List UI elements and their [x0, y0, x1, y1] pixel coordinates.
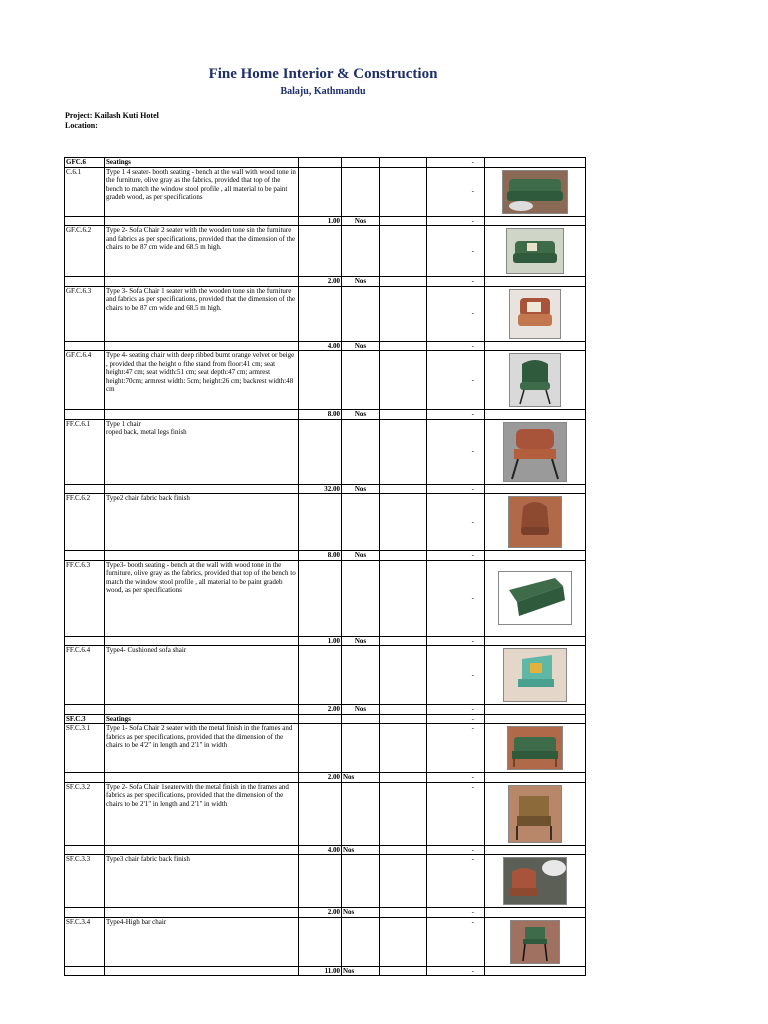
quantity: 1.00	[299, 216, 342, 226]
unit: Nos	[342, 705, 380, 715]
quantity: 8.00	[299, 410, 342, 420]
table-row	[65, 636, 586, 646]
company-address: Balaju, Kathmandu	[280, 86, 366, 97]
amount-cell: -	[427, 560, 485, 636]
quantity: 1.00	[299, 636, 342, 646]
amount-cell: -	[427, 845, 485, 855]
green-booth-seating-image	[502, 170, 568, 214]
fabric-back-chair-image	[503, 857, 567, 905]
item-description: Type3- booth seating - bench at the wall with wood tone in the furniture, olive gray as the fabrics, provided that top of the bench to match the window stool profile , all material to be paint gradeb wood, as per specifications	[105, 560, 299, 636]
table-row	[65, 410, 586, 420]
table-row	[65, 226, 586, 277]
amount-cell: -	[427, 351, 485, 410]
item-code: FF.C.6.1	[65, 419, 105, 484]
item-code: GF.C.6.2	[65, 226, 105, 277]
item-description: Type3 chair fabric back finish	[105, 855, 299, 908]
company-title: Fine Home Interior & Construction	[208, 66, 438, 82]
item-image-cell	[485, 286, 586, 341]
project-label: Project: Kailash Kuti Hotel	[65, 111, 159, 120]
amount-cell: -	[427, 410, 485, 420]
unit: Nos	[342, 966, 380, 976]
item-code: C.6.1	[65, 167, 105, 216]
item-code: FF.C.6.4	[65, 646, 105, 705]
amount-cell: -	[427, 966, 485, 976]
amount-cell: -	[427, 705, 485, 715]
table-row	[65, 216, 586, 226]
roped-chair-image	[503, 422, 567, 482]
unit: Nos	[342, 484, 380, 494]
amount-cell: -	[427, 714, 485, 724]
amount-cell: -	[427, 494, 485, 551]
quantity: 8.00	[299, 551, 342, 561]
table-row	[65, 714, 586, 724]
item-code: SF.C.3.3	[65, 855, 105, 908]
location-label: Location:	[65, 121, 98, 130]
two-seater-sofa-image	[506, 228, 564, 274]
item-image-cell	[485, 646, 586, 705]
unit: Nos	[342, 845, 380, 855]
amount-cell: -	[427, 484, 485, 494]
item-image-cell	[485, 782, 586, 845]
quantity: 2.00	[299, 908, 342, 918]
fabric-chair-image	[508, 496, 562, 548]
quantity: 4.00	[299, 845, 342, 855]
amount-cell: -	[427, 646, 485, 705]
unit: Nos	[342, 410, 380, 420]
table-row	[65, 855, 586, 908]
amount-cell: -	[427, 908, 485, 918]
section-code: GFC.6	[65, 158, 105, 168]
table-row	[65, 351, 586, 410]
item-description: Type 3- Sofa Chair 1 seater with the wooden tone sin the furniture and fabrics as per specifications, provided that the dimension of the chairs to be 87 cm wide and 68.5 m high.	[105, 286, 299, 341]
amount-cell: -	[427, 917, 485, 966]
amount-cell: -	[427, 551, 485, 561]
item-code: GF.C.6.3	[65, 286, 105, 341]
quantity: 2.00	[299, 705, 342, 715]
amount-cell: -	[427, 158, 485, 168]
amount-cell: -	[427, 782, 485, 845]
item-image-cell	[485, 351, 586, 410]
amount-cell: -	[427, 286, 485, 341]
booth-bench-image	[498, 571, 572, 625]
unit: Nos	[342, 216, 380, 226]
table-row	[65, 782, 586, 845]
section-code: SF.C.3	[65, 714, 105, 724]
table-row	[65, 966, 586, 976]
amount-cell: -	[427, 277, 485, 287]
amount-cell: -	[427, 226, 485, 277]
table-row	[65, 917, 586, 966]
table-row	[65, 341, 586, 351]
quantity: 4.00	[299, 341, 342, 351]
item-description: Type 2- Sofa Chair 1seaterwith the metal finish in the frames and fabrics as per specifications, provided that the dimension of the chairs to be 2'1" in length and 2'1" in width	[105, 782, 299, 845]
amount-cell: -	[427, 341, 485, 351]
table-row	[65, 560, 586, 636]
item-code: GF.C.6.4	[65, 351, 105, 410]
unit: Nos	[342, 277, 380, 287]
item-code: FF.C.6.3	[65, 560, 105, 636]
unit: Nos	[342, 636, 380, 646]
item-description: Type4-High bar chair	[105, 917, 299, 966]
metal-two-seater-image	[507, 726, 563, 770]
amount-cell: -	[427, 724, 485, 773]
amount-cell: -	[427, 773, 485, 783]
item-image-cell	[485, 226, 586, 277]
item-image-cell	[485, 917, 586, 966]
quantity: 32.00	[299, 484, 342, 494]
section-title: Seatings	[105, 158, 299, 168]
item-code: SF.C.3.2	[65, 782, 105, 845]
item-description: Type 1 4 seater- booth seating - bench at the wall with wood tone in the furniture, olive gray as the fabrics, provided that top of the bench to match the window stool profile , all material to be paint gradeb wood, as per specifications	[105, 167, 299, 216]
table-row	[65, 158, 586, 168]
quantity: 2.00	[299, 277, 342, 287]
table-row	[65, 724, 586, 773]
table-row	[65, 167, 586, 216]
table-row	[65, 286, 586, 341]
quantity: 2.00	[299, 773, 342, 783]
item-description: Type 2- Sofa Chair 2 seater with the wooden tone sin the furniture and fabrics as per specifications, provided that the dimension of the chairs to be 87 cm wide and 68.5 m high.	[105, 226, 299, 277]
item-image-cell	[485, 855, 586, 908]
one-seater-sofa-image	[509, 289, 561, 339]
velvet-chair-image	[509, 353, 561, 407]
high-bar-chair-image	[510, 920, 560, 964]
unit: Nos	[342, 908, 380, 918]
metal-one-seater-image	[508, 785, 562, 843]
item-image-cell	[485, 560, 586, 636]
amount-cell: -	[427, 419, 485, 484]
item-image-cell	[485, 724, 586, 773]
item-code: SF.C.3.1	[65, 724, 105, 773]
item-image-cell	[485, 494, 586, 551]
table-row	[65, 908, 586, 918]
amount-cell: -	[427, 855, 485, 908]
table-row	[65, 845, 586, 855]
item-image-cell	[485, 167, 586, 216]
table-row	[65, 277, 586, 287]
table-row	[65, 419, 586, 484]
unit: Nos	[342, 773, 380, 783]
item-image-cell	[485, 419, 586, 484]
amount-cell: -	[427, 636, 485, 646]
section-title: Seatings	[105, 714, 299, 724]
quantity: 11.00	[299, 966, 342, 976]
table-row	[65, 773, 586, 783]
item-code: SF.C.3.4	[65, 917, 105, 966]
seating-schedule-table	[64, 157, 586, 976]
cushioned-sofa-image	[503, 648, 567, 702]
item-description: Type4- Cushioned sofa shair	[105, 646, 299, 705]
table-row	[65, 646, 586, 705]
table-row	[65, 705, 586, 715]
item-description: Type 1- Sofa Chair 2 seater with the metal finish in the frames and fabrics as per specifications, provided that the dimension of the chairs to be 4'2" in length and 2'1" in width	[105, 724, 299, 773]
item-description: Type 4- seating chair with deep ribbed burnt orange velvet or beige , provided that the height o fthe stand from floor:41 cm; seat height:47 cm; seat width:51 cm; seat depth:47 cm; armrest height:70cm; armrest width: 5cm; height:26 cm; backrest width:48 cm	[105, 351, 299, 410]
unit: Nos	[342, 341, 380, 351]
item-description: Type 1 chair roped back, metal legs finish	[105, 419, 299, 484]
table-row	[65, 484, 586, 494]
table-row	[65, 494, 586, 551]
item-code: FF.C.6.2	[65, 494, 105, 551]
table-row	[65, 551, 586, 561]
unit: Nos	[342, 551, 380, 561]
amount-cell: -	[427, 216, 485, 226]
amount-cell: -	[427, 167, 485, 216]
item-description: Type2 chair fabric back finish	[105, 494, 299, 551]
